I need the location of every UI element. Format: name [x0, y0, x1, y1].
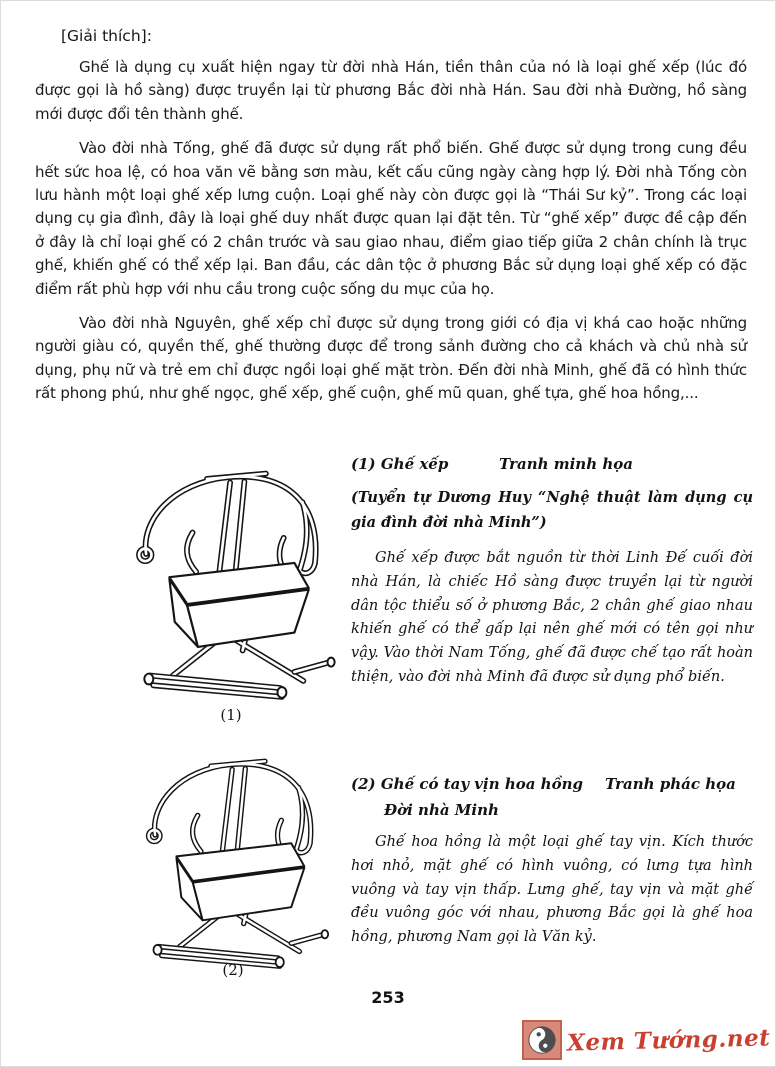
figure-2-caption-title: (2) Ghế có tay vịn hoa hồng: [351, 775, 583, 793]
folding-chair-illustration-1: [109, 445, 353, 713]
figure-1-caption-type: Tranh minh họa: [499, 455, 633, 473]
paragraph-yuan-ming: Vào đời nhà Nguyên, ghế xếp chỉ được sử dụng trong giới có địa vị khá cao hoặc những người giàu có, quyền thế, ghế thường được để trong sảnh đường cho cả khách và chủ nhà sử dụng, phụ nữ và trẻ em chỉ được ngồi loại ghế mặt tròn. Đến đời nhà Minh, ghế đã có hình thức rất phong phú, như ghế ngọc, ghế xếp, ghế cuộn, ghế mũ quan, ghế tựa, ghế hoa hồng,...: [35, 314, 747, 403]
explanation-header: [Giải thích]:: [61, 27, 152, 45]
watermark-text: Xem Tướng.net: [566, 1023, 771, 1057]
figure-1-source-note: (Tuyển tự Dương Huy “Nghệ thuật làm dụng cụ gia đình đời nhà Minh”): [351, 489, 753, 531]
site-watermark: [522, 1020, 770, 1060]
yin-yang-logo-box: [522, 1020, 562, 1060]
figure-2-caption: [351, 773, 753, 795]
figure-1-description: Ghế xếp được bắt nguồn từ thời Linh Đế cuối đời nhà Hán, là chiếc Hồ sàng được truyền lại từ người dân tộc thiểu số ở phương Bắc, 2 chân ghế giao nhau khiến ghế có thể gấp lại nên ghế mới có tên gọi như vậy. Vào thời Nam Tống, ghế đã được chế tạo rất hoàn thiện, vào đời nhà Minh đã được sử dụng phổ biến.: [351, 550, 753, 685]
figure-1-label: (1): [220, 706, 242, 724]
figure-2-label: (2): [222, 961, 244, 979]
figure-2-caption-subtitle: Đời nhà Minh: [384, 801, 499, 819]
figure-1-caption: [351, 453, 753, 475]
figure-2-caption-type: Tranh phác họa: [605, 775, 736, 793]
body-text-block: [35, 56, 747, 417]
yin-yang-icon: [527, 1025, 557, 1055]
figure-2-text-column: [351, 773, 753, 950]
paragraph-song-dynasty: Vào đời nhà Tống, ghế đã được sử dụng rất phổ biến. Ghế được sử dụng trong cung đều hết sức hoa lệ, có hoa văn vẽ bằng sơn màu, kết cấu cũng ngày càng hợp lý. Đời nhà Tống còn lưu hành một loại ghế xếp lưng cuộn. Loại ghế này còn được gọi là “Thái Sư kỷ”. Trong các loại dụng cụ gia đình, đây là loại ghế duy nhất được quan lại đặt tên. Từ “ghế xếp” được đề cập đến ở đây là chỉ loại ghế có 2 chân trước và sau giao nhau, điểm giao tiếp giữa 2 chân chính là trục ghế, khiến ghế có thể xếp lại. Ban đầu, các dân tộc ở phương Bắc sử dụng loại ghế xếp có đặc điểm rất phù hợp với nhu cầu trong cuộc sống du mục của họ.: [35, 139, 747, 298]
figure-1-caption-title: (1) Ghế xếp: [351, 455, 449, 473]
figure-1-text-column: [351, 453, 753, 690]
paragraph-han-origin: Ghế là dụng cụ xuất hiện ngay từ đời nhà Hán, tiền thân của nó là loại ghế xếp (lúc đó được gọi là hồ sàng) được truyền lại từ phương Bắc đời nhà Hán. Sau đời nhà Đường, hồ sàng mới được đổi tên thành ghế.: [35, 58, 747, 123]
folding-chair-illustration-2: [119, 735, 347, 981]
page-number: 253: [371, 988, 405, 1007]
figure-2-description: Ghế hoa hồng là một loại ghế tay vịn. Kích thước hơi nhỏ, mặt ghế có hình vuông, có lưng tựa hình vuông và tay vịn thấp. Lưng ghế, tay vịn và mặt ghế đều vuông góc với nhau, phương Bắc gọi là ghế hoa hồng, phương Nam gọi là Văn kỷ.: [351, 834, 753, 946]
